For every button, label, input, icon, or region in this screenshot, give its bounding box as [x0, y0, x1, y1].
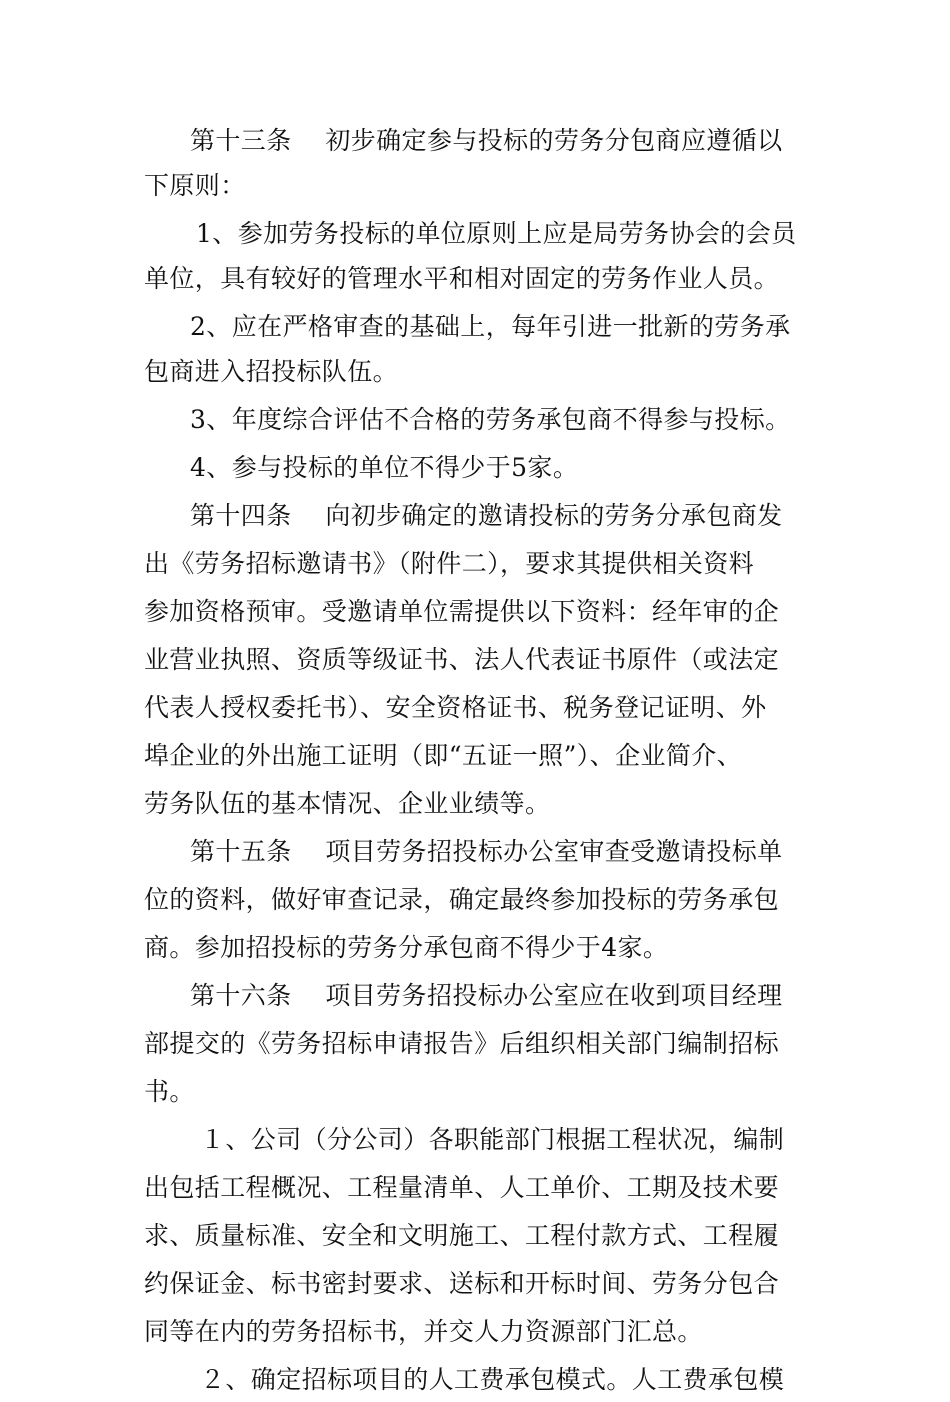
document-body [144, 118, 810, 1402]
text-line: 出包括工程概况、工程量清单、人工单价、工期及技术要 [144, 1173, 780, 1202]
text-line: 业营业执照、资质等级证书、法人代表证书原件（或法定 [144, 645, 780, 674]
article-13-heading: 第十三条 初步确定参与投标的劳务分包商应遵循以 [190, 126, 783, 155]
list-item-2: ２、确定招标项目的人工费承包模式。人工费承包模 [200, 1365, 785, 1394]
text-line: 同等在内的劳务招标书，并交人力资源部门汇总。 [144, 1317, 703, 1346]
text-line: 部提交的《劳务招标申请报告》后组织相关部门编制招标 [144, 1029, 780, 1058]
text-line: 劳务队伍的基本情况、企业业绩等。 [144, 789, 551, 818]
text-line: 包商进入招投标队伍。 [144, 357, 399, 386]
text-line: 商。参加招投标的劳务分承包商不得少于4家。 [144, 933, 669, 962]
text-line: 代表人授权委托书）、安全资格证书、税务登记证明、外 [144, 693, 767, 722]
text-line: 参加资格预审。受邀请单位需提供以下资料：经年审的企 [144, 597, 780, 626]
list-item-4: 4、参与投标的单位不得少于5家。 [190, 453, 579, 482]
text-line: 埠企业的外出施工证明（即“五证一照”）、企业简介、 [144, 741, 743, 770]
list-item-1: １、公司（分公司）各职能部门根据工程状况，编制 [200, 1125, 785, 1154]
article-15-heading: 第十五条 项目劳务招投标办公室审查受邀请投标单 [190, 837, 783, 866]
article-16-heading: 第十六条 项目劳务招投标办公室应在收到项目经理 [190, 981, 783, 1010]
text-line: 下原则： [144, 171, 246, 200]
list-item-2: 2、应在严格审查的基础上，每年引进一批新的劳务承 [190, 312, 791, 341]
list-item-3: 3、年度综合评估不合格的劳务承包商不得参与投标。 [190, 405, 791, 434]
text-line: 位的资料，做好审查记录，确定最终参加投标的劳务承包 [144, 885, 780, 914]
text-line: 书。 [144, 1077, 195, 1106]
text-line: 出《劳务招标邀请书》（附件二），要求其提供相关资料 [144, 549, 755, 578]
article-14-heading: 第十四条 向初步确定的邀请投标的劳务分承包商发 [190, 501, 783, 530]
text-line: 约保证金、标书密封要求、送标和开标时间、劳务分包合 [144, 1269, 780, 1298]
text-line: 求、质量标准、安全和文明施工、工程付款方式、工程履 [144, 1221, 780, 1250]
text-line: 单位，具有较好的管理水平和相对固定的劳务作业人员。 [144, 264, 780, 293]
list-item-1: 1、参加劳务投标的单位原则上应是局劳务协会的会员 [196, 219, 797, 248]
